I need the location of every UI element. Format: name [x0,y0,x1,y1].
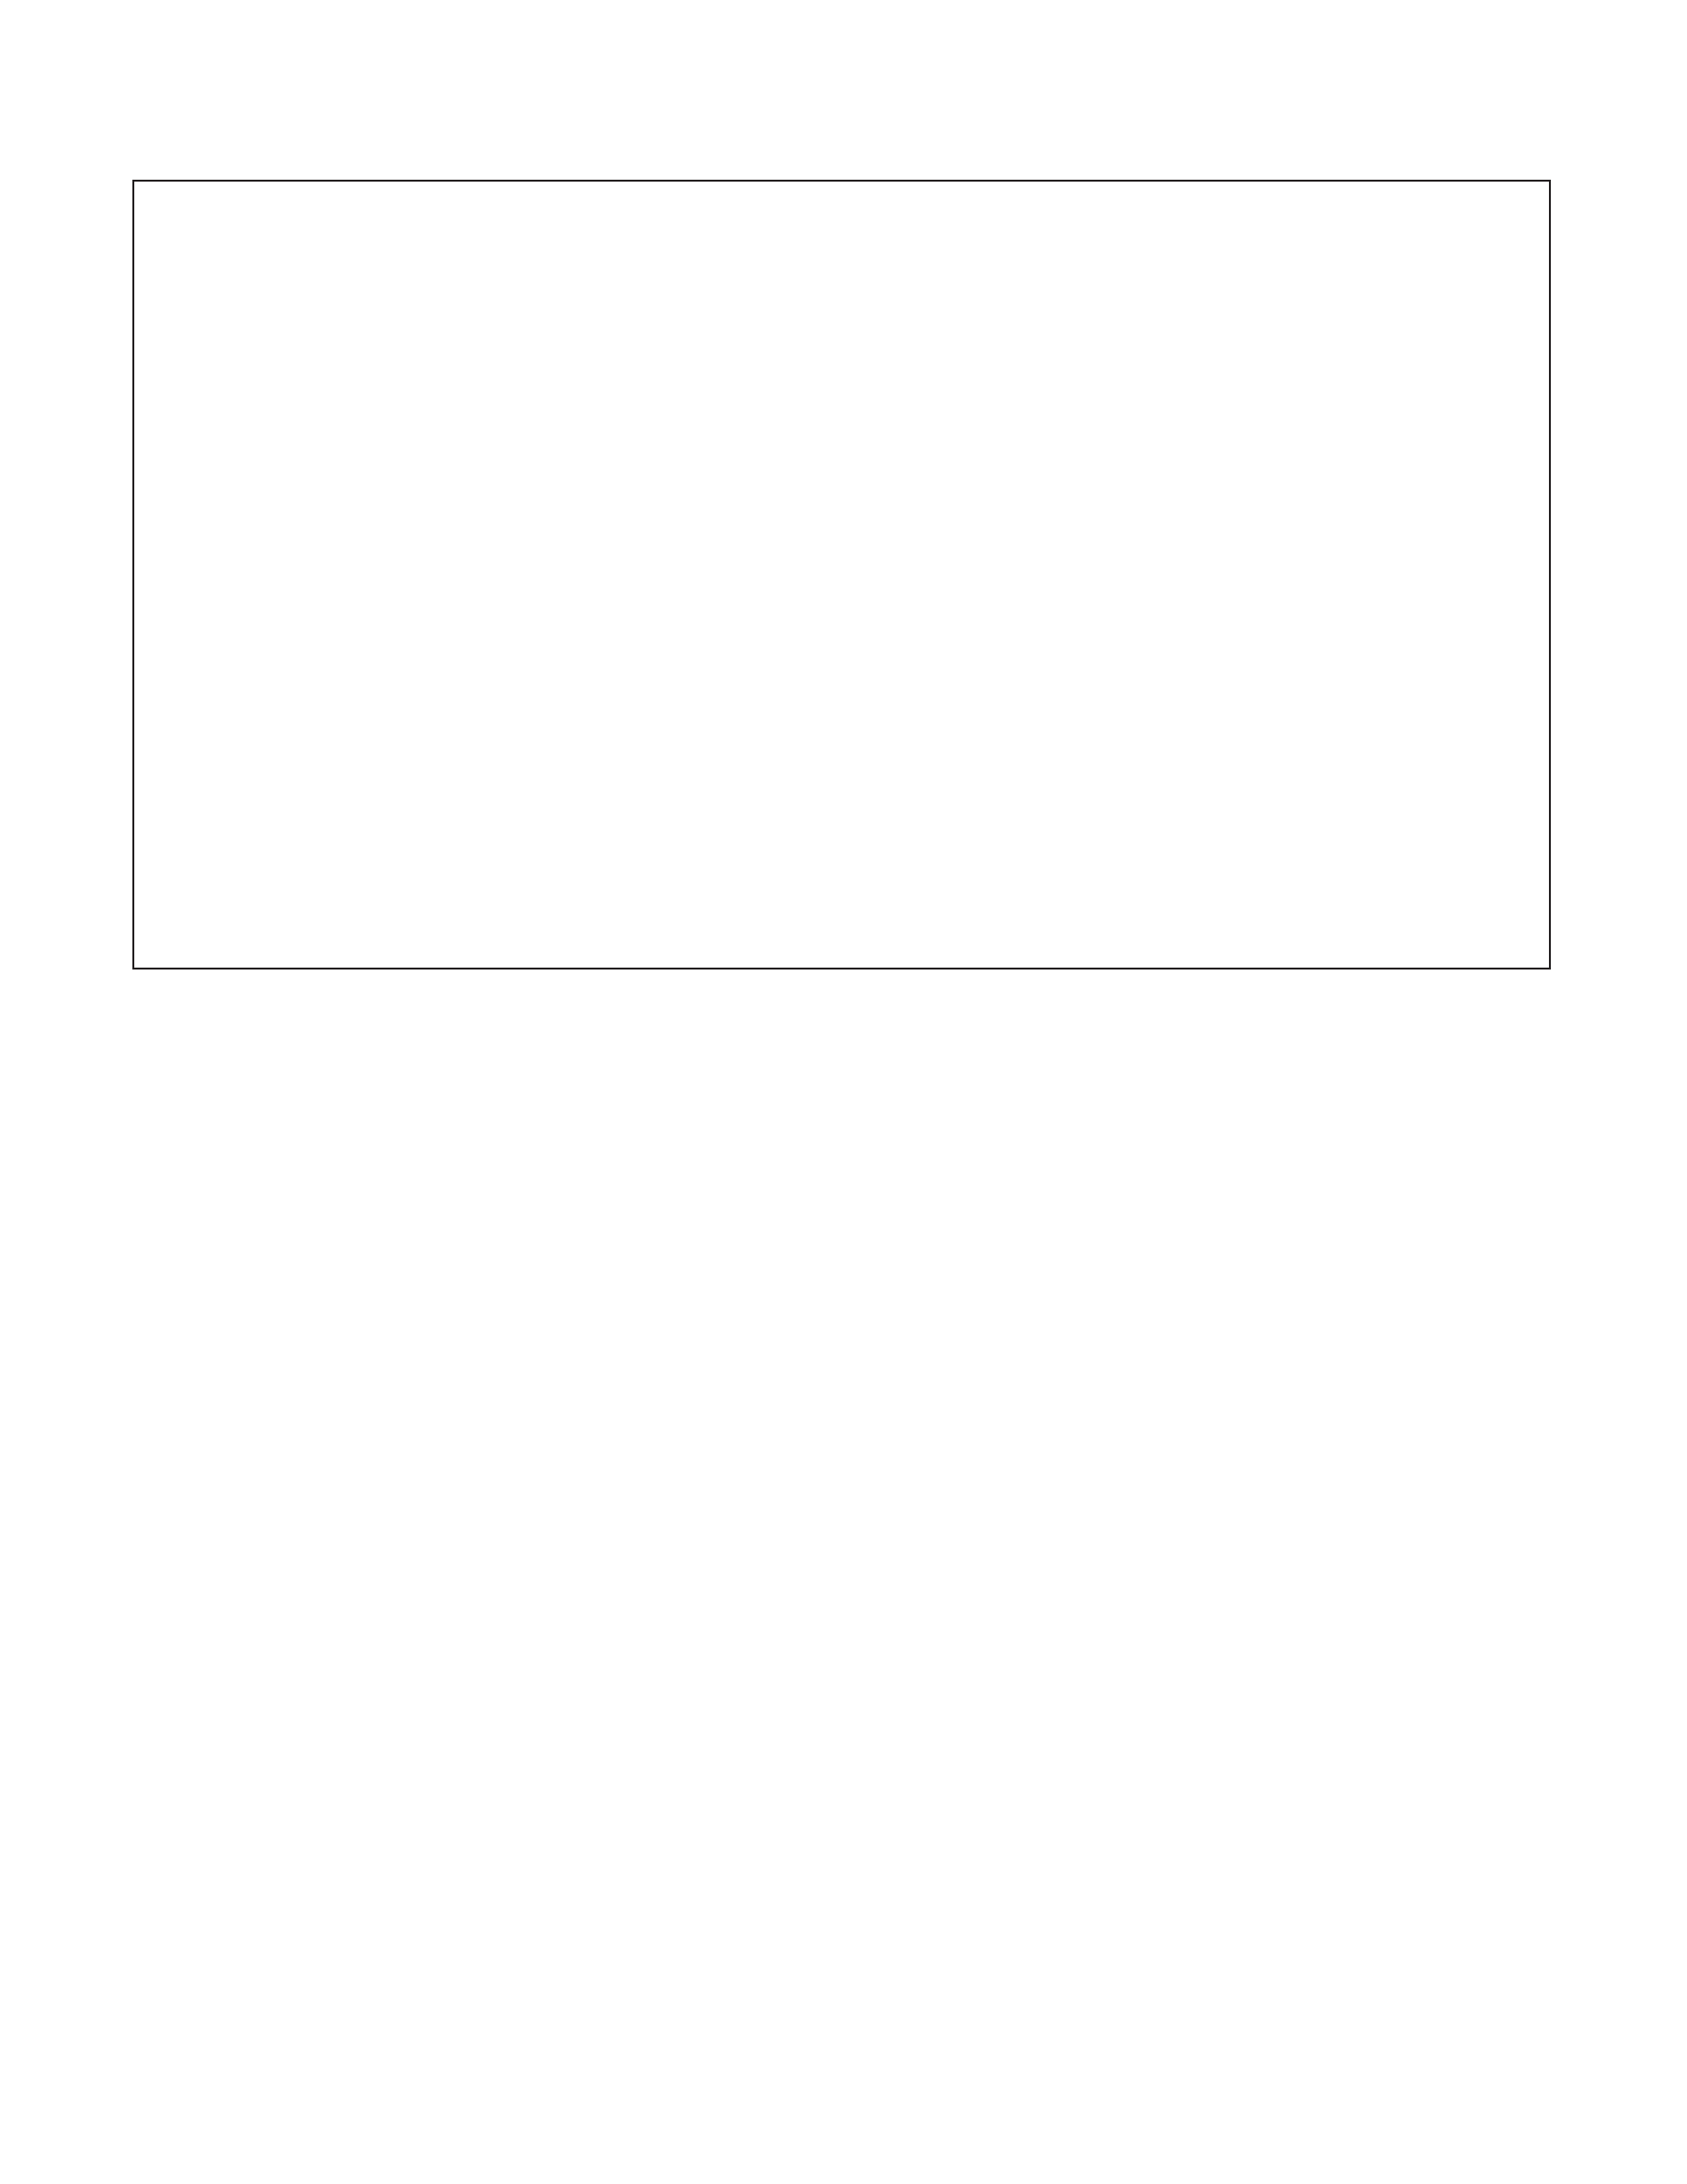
left-column [132,1088,823,1144]
figure-chart [134,182,1553,971]
figure-frame [132,180,1551,970]
